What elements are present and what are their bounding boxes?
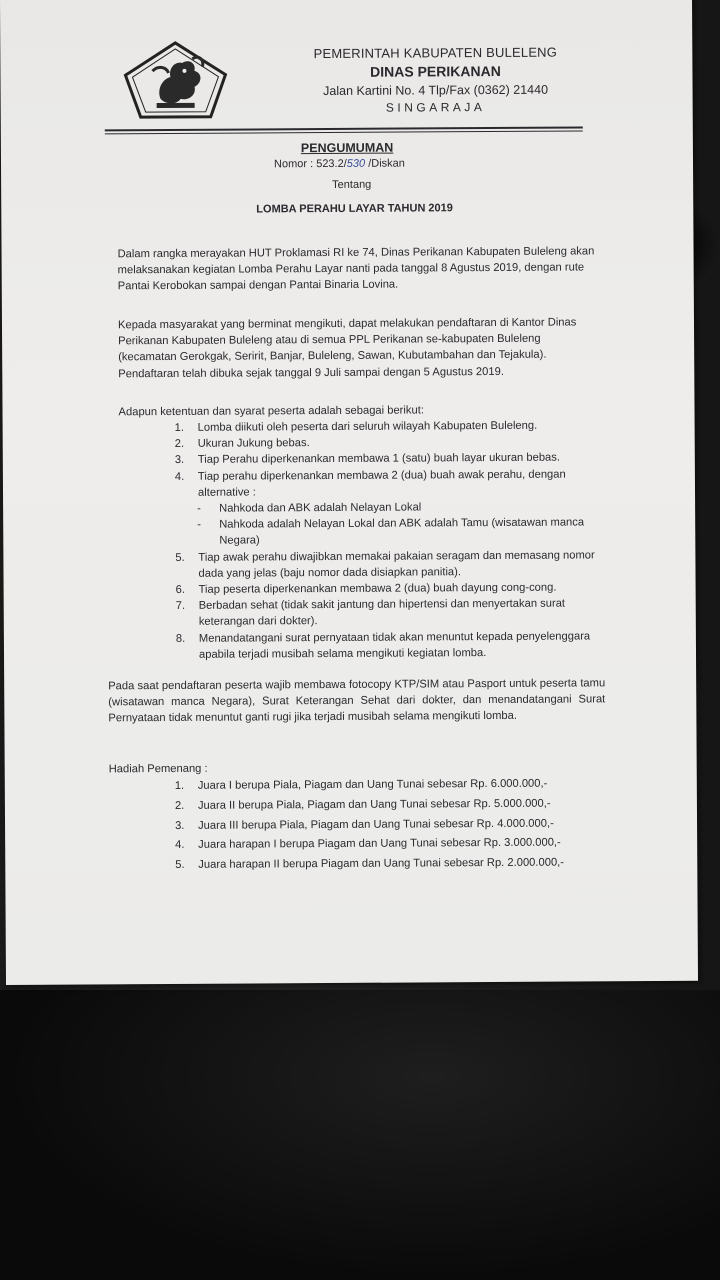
document-subject: LOMBA PERAHU LAYAR TAHUN 2019 [256, 202, 453, 216]
prize-text: Juara I berupa Piala, Piagam dan Uang Tunai sebesar Rp. 6.000.000,- [197, 777, 548, 792]
prizes-list [175, 774, 606, 876]
list-item-number: 6. [175, 583, 185, 596]
registration-paragraph: Kepada masyarakat yang berminat mengikuti, dapat melakukan pendaftaran di Kantor Dinas Perikanan Kabupaten Buleleng atau di semua PPL Perikanan se-kabupaten Buleleng (kecamatan Gerokgak, Seririt, Banjar, Buleleng, Sawan, Kubutambahan dan Tejakula). Pendaftaran telah dibuka sejak tanggal 9 Juli sampai dengan 5 Agustus 2019. [117, 316, 577, 380]
requirements-list [175, 417, 606, 663]
background-dark-area [0, 990, 720, 1280]
list-item-number: 1. [174, 421, 184, 434]
document-number [274, 158, 405, 171]
list-item-text: Tiap Perahu diperkenankan membawa 1 (satu) buah layar ukuran bebas. [197, 451, 561, 467]
intro-paragraph: Dalam rangka merayakan HUT Proklamasi RI ke 74, Dinas Perikanan Kabupaten Buleleng akan melaksanakan kegiatan Lomba Perahu Layar nanti pada tanggal 8 Agustus 2019, dengan rute Pantai Kerobokan sampai dengan Pantai Binaria Lovina. [117, 245, 595, 293]
letterhead [250, 44, 620, 115]
document-number-prefix: Nomor : 523.2/ [273, 157, 347, 171]
list-item-text: Tiap awak perahu diwajibkan memakai pakaian seragam dan memasang nomor dada yang jelas (baju nomor dada disiapkan panitia). [198, 549, 595, 580]
list-item-number: 3. [174, 454, 185, 467]
list-item-text: Lomba diikuti oleh peserta dari seluruh wilayah Kabupaten Buleleng. [197, 419, 538, 434]
prize-item [175, 834, 605, 856]
prize-text: Juara harapan II berupa Piagam dan Uang Tunai sebesar Rp. 2.000.000,- [198, 856, 565, 871]
dash-bullet: - [197, 502, 201, 515]
prize-item [175, 814, 605, 836]
prize-item [175, 774, 605, 796]
list-item-number: 5. [175, 551, 185, 564]
alternative-text: Nahkoda dan ABK adalah Nelayan Lokal [219, 501, 422, 515]
prizes-heading: Hadiah Pemenang : [108, 762, 208, 776]
list-item [176, 596, 606, 631]
government-name: PEMERINTAH KABUPATEN BULELENG [313, 44, 558, 62]
list-item [175, 466, 605, 501]
prize-number: 4. [175, 839, 185, 852]
prize-number: 1. [174, 779, 185, 792]
list-item-text: Tiap peserta diperkenankan membawa 2 (dua) buah dayung cong-cong. [198, 581, 557, 596]
department-name: DINAS PERIKANAN [370, 62, 501, 80]
list-item-text: Ukuran Jukung bebas. [197, 437, 310, 451]
prize-number: 3. [175, 819, 185, 832]
registration-documents-paragraph: Pada saat pendaftaran peserta wajib membawa fotocopy KTP/SIM atau Pasport untuk peserta tamu (wisatawan manca Negara), Surat Keterangan Sehat dari dokter, dan menandatangani Surat Pernyataan tidak menuntut ganti rugi jika terjadi musibah selama mengikuti lomba. [108, 677, 606, 725]
department-address: Jalan Kartini No. 4 Tlp/Fax (0362) 21440 [323, 82, 549, 99]
prize-number: 2. [174, 799, 185, 812]
prize-item [175, 794, 605, 816]
list-item-number: 8. [175, 632, 186, 645]
alternative-item [175, 515, 605, 550]
list-item-text: Menandatangani surat pernyataan tidak akan menuntut kepada penyelenggara apabila terjadi musibah selama mengikuti kegiatan lomba. [198, 630, 591, 661]
prize-number: 5. [175, 859, 185, 872]
dash-bullet: - [197, 519, 201, 532]
requirements-intro: Adapun ketentuan dan syarat peserta adalah sebagai berikut: [118, 404, 424, 419]
list-item-number: 2. [174, 438, 185, 451]
handwritten-number: 530 [346, 157, 366, 170]
letterhead-divider-thin [105, 130, 583, 134]
tentang-label: Tentang [332, 178, 372, 191]
prize-text: Juara II berupa Piala, Piagam dan Uang Tunai sebesar Rp. 5.000.000,- [197, 797, 551, 812]
prize-item [175, 854, 605, 876]
list-item [176, 628, 606, 663]
department-city: SINGARAJA [385, 100, 486, 115]
list-item [175, 547, 605, 582]
list-item-number: 7. [175, 600, 186, 613]
list-item-text: Tiap perahu diperkenankan membawa 2 (dua) buah awak perahu, dengan alternative : [197, 468, 566, 499]
document-title: PENGUMUMAN [300, 140, 394, 156]
alternative-text: Nahkoda adalah Nelayan Lokal dan ABK adalah Tamu (wisatawan manca Negara) [219, 516, 585, 548]
regency-emblem-icon [122, 41, 228, 122]
list-item-number: 4. [174, 470, 185, 483]
prize-text: Juara III berupa Piala, Piagam dan Uang Tunai sebesar Rp. 4.000.000,- [198, 817, 554, 832]
list-item-text: Berbadan sehat (tidak sakit jantung dan hipertensi dan menyertakan surat keterangan dari dokter). [198, 597, 566, 629]
document-number-suffix: /Diskan [365, 157, 405, 170]
prize-text: Juara harapan I berupa Piagam dan Uang Tunai sebesar Rp. 3.000.000,- [198, 836, 561, 852]
